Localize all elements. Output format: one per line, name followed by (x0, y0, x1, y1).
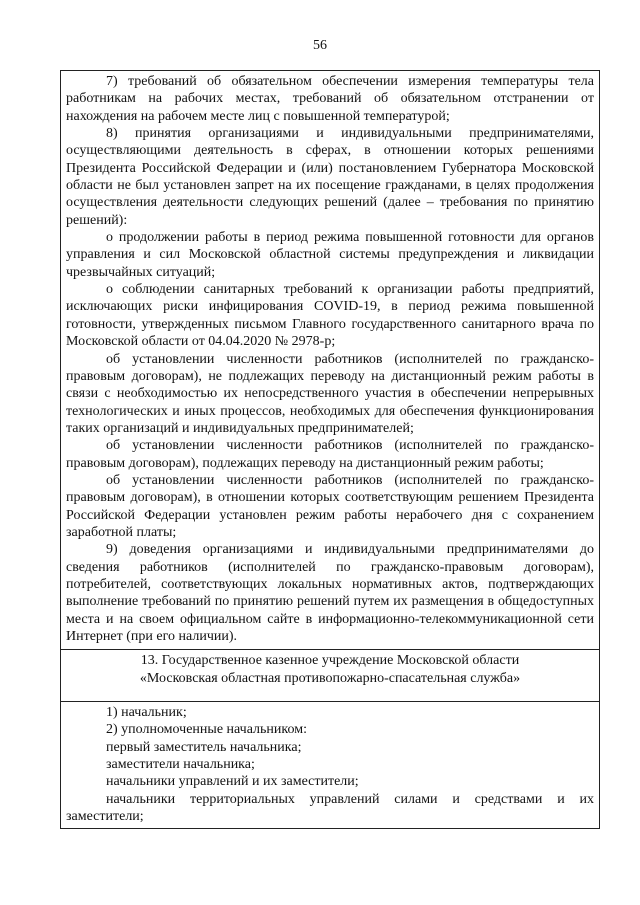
paragraph-decision-not-remote: об установлении численности работников (исполнителей по гражданско-правовым договорам), не подлежащих переводу на дистанционный режим работы в связи с необходимостью их непосредственного участия в обеспечении непрерывных технологических и иных процессов, необходимых для обеспечения функционирования таких организаций и индивидуальных предпринимателей; (66, 351, 594, 436)
organization-heading-line-1: 13. Государственное казенное учреждение Московской области (140, 653, 520, 669)
official-item-deputies: заместители начальника; (106, 757, 255, 773)
official-item-territorial-heads: начальники территориальных управлений силами и средствами и их заместители; (66, 791, 594, 825)
paragraph-decision-sanitary: о соблюдении санитарных требований к организации работы предприятий, исключающих риски инфицирования COVID-19, в период режима повышенной готовности, утвержденных письмом Главного государственного санитарного врача по Московской области от 04.04.2020 № 2978-р; (66, 282, 594, 350)
official-item-head: 1) начальник; (106, 705, 187, 721)
paragraph-item-7: 7) требований об обязательном обеспечении измерения температуры тела работникам на рабочих местах, требований об обязательном отстранении от нахождения на рабочем месте лиц с повышенной температурой; (66, 74, 594, 124)
document-table (60, 70, 600, 829)
official-item-department-heads: начальники управлений и их заместители; (106, 774, 359, 790)
officials-cell (61, 701, 599, 828)
organization-heading-cell (61, 649, 599, 701)
paragraph-decision-non-working: об установлении численности работников (исполнителей по гражданско-правовым договорам), в отношении которых соответствующим решением Президента Российской Федерации установлен режим работы нерабочего дня с сохранением заработной платы; (66, 472, 594, 540)
requirements-cell (61, 71, 599, 649)
paragraph-decision-remote: об установлении численности работников (исполнителей по гражданско-правовым договорам), подлежащих переводу на дистанционный режим работы; (66, 438, 594, 471)
paragraph-decision-continue-work: о продолжении работы в период режима повышенной готовности для органов управления и сил Московской областной системы предупреждения и ликвидации чрезвычайных ситуаций; (66, 230, 594, 280)
paragraph-item-8: 8) принятия организациями и индивидуальными предпринимателями, осуществляющими деятельность в сферах, в отношении которых решениями Президента Российской Федерации и (или) постановлением Губернатора Московской области не был установлен запрет на их посещение гражданами, в целях продолжения осуществления деятельности следующих решений (далее – требования по принятию решений): (66, 126, 594, 228)
organization-heading-line-2: «Московская областная противопожарно-спасательная служба» (139, 670, 521, 686)
page-number: 56 (313, 38, 327, 53)
official-item-authorized: 2) уполномоченные начальником: (106, 722, 307, 738)
paragraph-item-9: 9) доведения организациями и индивидуальными предпринимателями до сведения работников (исполнителей по гражданско-правовым договорам), потребителей, соответствующих локальных нормативных актов, подтверждающих выполнение требований по принятию решений путем их размещения в общедоступных места и на своем официальном сайте в информационно-телекоммуникационной сети Интернет (при его наличии). (66, 542, 594, 644)
official-item-first-deputy: первый заместитель начальника; (106, 739, 302, 755)
